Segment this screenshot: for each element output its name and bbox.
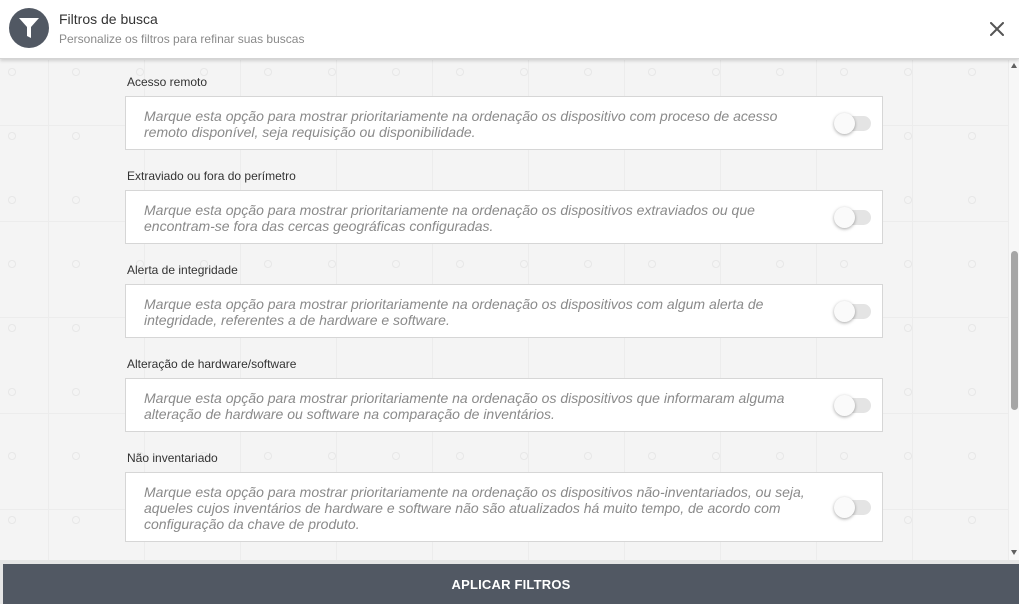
filter-label: Acesso remoto bbox=[127, 75, 208, 89]
filter-lost-or-out-of-perimeter bbox=[125, 168, 883, 234]
filter-box bbox=[125, 190, 883, 244]
filter-toggle-remote-access[interactable] bbox=[836, 116, 871, 131]
filter-description: Marque esta opção para mostrar prioritariamente na ordenação os dispositivo com proceso de acesso remoto disponível, seja requisição ou disponibilidade. bbox=[144, 108, 778, 140]
filter-integrity-alert bbox=[125, 262, 883, 328]
dialog-header bbox=[0, 0, 1019, 59]
filter-box bbox=[125, 472, 883, 542]
filter-box bbox=[125, 284, 883, 338]
filter-toggle-integrity[interactable] bbox=[836, 304, 871, 319]
close-icon bbox=[990, 22, 1004, 36]
filter-label: Não inventariado bbox=[127, 451, 218, 465]
toggle-knob bbox=[834, 497, 855, 518]
filter-box bbox=[125, 96, 883, 150]
scroll-up-arrow-icon[interactable] bbox=[1011, 63, 1017, 68]
toggle-knob bbox=[834, 395, 855, 416]
filter-icon bbox=[9, 8, 49, 48]
filter-description: Marque esta opção para mostrar prioritariamente na ordenação os dispositivos não-inventariados, ou seja, aqueles cujos inventários de hardware e software não são atualizados há muito tempo, de acordo com configuração da chave de produto. bbox=[144, 484, 805, 532]
apply-filters-button[interactable]: APLICAR FILTROS bbox=[3, 564, 1019, 604]
filter-label: Extraviado ou fora do perímetro bbox=[127, 169, 296, 183]
filter-hardware-software-change bbox=[125, 356, 883, 422]
filters-panel bbox=[0, 60, 1009, 560]
toggle-knob bbox=[834, 301, 855, 322]
filter-remote-access bbox=[125, 74, 883, 140]
dialog-title: Filtros de busca bbox=[59, 11, 158, 27]
filter-label: Alteração de hardware/software bbox=[127, 357, 297, 371]
filter-toggle-not-inventoried[interactable] bbox=[836, 500, 871, 515]
scrollbar-thumb[interactable] bbox=[1011, 251, 1018, 410]
filter-description: Marque esta opção para mostrar prioritariamente na ordenação os dispositivos extraviados ou que encontram-se fora das cercas geográficas configuradas. bbox=[144, 202, 755, 234]
toggle-knob bbox=[834, 113, 855, 134]
scroll-down-arrow-icon[interactable] bbox=[1011, 550, 1017, 555]
filter-description: Marque esta opção para mostrar prioritariamente na ordenação os dispositivos com algum alerta de integridade, referentes a de hardware e software. bbox=[144, 296, 764, 328]
filter-not-inventoried bbox=[125, 450, 883, 532]
filter-box bbox=[125, 378, 883, 432]
close-button[interactable] bbox=[985, 17, 1009, 41]
dialog-subtitle: Personalize os filtros para refinar suas buscas bbox=[59, 32, 305, 46]
filter-label: Alerta de integridade bbox=[127, 263, 238, 277]
filter-description: Marque esta opção para mostrar prioritariamente na ordenação os dispositivos que informaram alguma alteração de hardware ou software na comparação de inventários. bbox=[144, 390, 785, 422]
toggle-knob bbox=[834, 207, 855, 228]
filter-toggle-lost[interactable] bbox=[836, 210, 871, 225]
scrollbar[interactable] bbox=[1009, 60, 1019, 560]
filter-toggle-hw-sw-change[interactable] bbox=[836, 398, 871, 413]
